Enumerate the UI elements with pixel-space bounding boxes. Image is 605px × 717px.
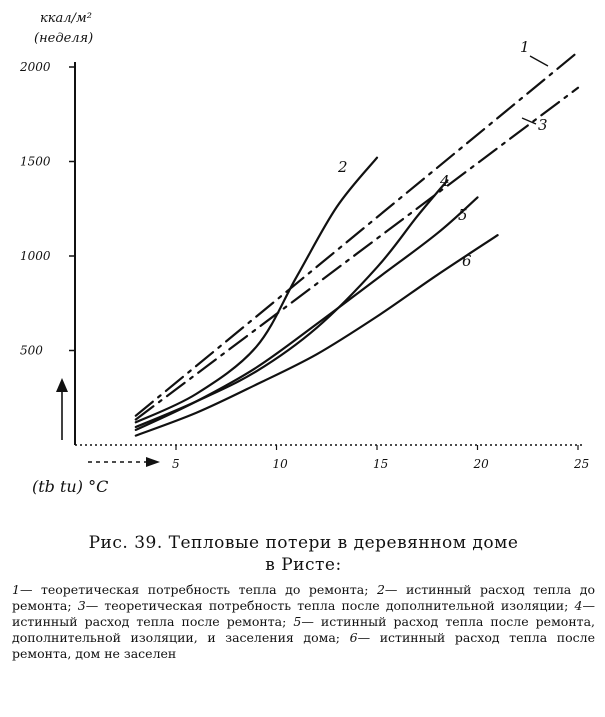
series-line-2: [136, 158, 377, 423]
series-leader-1: [530, 56, 548, 66]
series-label-6: 6: [462, 252, 472, 270]
x-tick-label-20: 20: [473, 457, 489, 471]
series-line-4: [136, 180, 448, 427]
chart-series: [136, 52, 578, 436]
legend-item-1: 1— теоретическая потребность тепла до ремонта;: [12, 582, 369, 597]
legend-item-3: 3— теоретическая потребность тепла после дополнительной изоляции;: [77, 598, 569, 613]
figure-title-line1: Рис. 39. Тепловые потери в деревянном доме: [88, 533, 519, 553]
y-tick-label-500: 500: [20, 343, 43, 358]
legend-item-2: 2— истинный расход тепла до ремонта;: [12, 582, 595, 613]
x-tick-label-15: 15: [373, 457, 389, 471]
chart-series-labels: [337, 38, 548, 270]
legend-item-6: 6— истинный расход тепла после ремонта, дом не заселен: [12, 630, 595, 661]
y-axis-unit: ккал/м²: [40, 11, 92, 26]
x-tick-label-5: 5: [172, 457, 180, 471]
x-axis-label: (tb tu) °C: [32, 477, 109, 496]
figure-legend: [12, 582, 595, 662]
series-label-5: 5: [458, 206, 468, 224]
y-tick-label-1500: 1500: [20, 154, 51, 169]
figure-title-line2: в Ристе:: [265, 555, 342, 575]
x-axis-arrowhead: [146, 457, 160, 467]
series-label-4: 4: [440, 172, 450, 190]
y-axis-arrowhead: [56, 378, 68, 392]
series-line-3: [136, 88, 578, 420]
figure-title: [12, 532, 595, 576]
series-label-1: 1: [520, 38, 530, 56]
y-tick-label-1000: 1000: [20, 249, 51, 263]
x-tick-label-25: 25: [574, 457, 590, 471]
y-axis-unit-sub: (неделя): [34, 31, 94, 46]
series-line-1: [136, 52, 578, 416]
series-line-5: [136, 197, 478, 430]
series-label-2: 2: [338, 158, 348, 176]
x-tick-label-10: 10: [272, 457, 288, 471]
series-label-3: 3: [538, 116, 548, 134]
legend-item-4: 4— истинный расход тепла после ремонта;: [12, 598, 595, 629]
legend-item-5: 5— истинный расход тепла после ремонта, дополнительной изоляции, и заселения дома;: [12, 614, 596, 645]
y-tick-label-2000: 2000: [20, 60, 51, 74]
